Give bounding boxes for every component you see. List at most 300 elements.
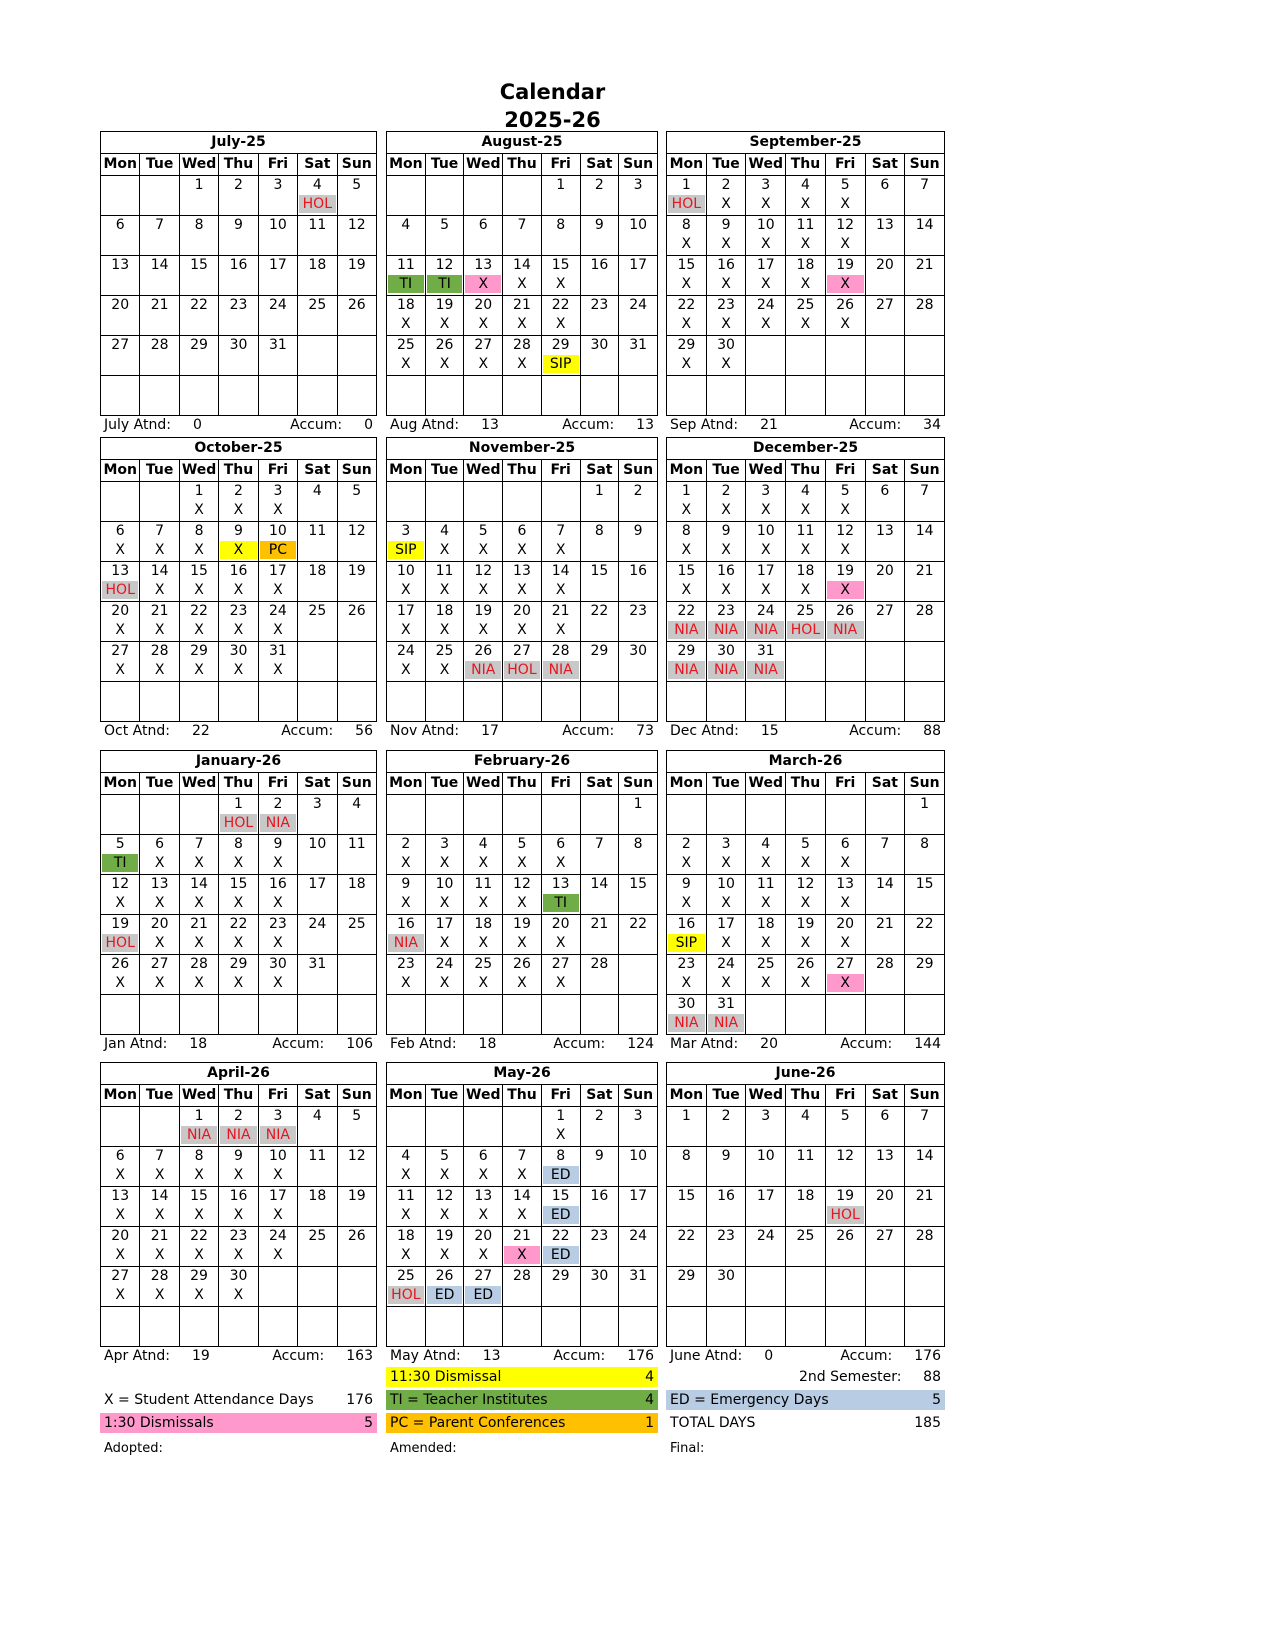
day-header: Wed xyxy=(179,154,218,176)
day-cell xyxy=(706,522,746,562)
empty-cell xyxy=(179,795,218,835)
day-number: 4 xyxy=(312,177,322,193)
day-number: 3 xyxy=(273,177,283,193)
day-number: 15 xyxy=(551,257,570,273)
empty-cell xyxy=(825,1267,865,1307)
day-number: 25 xyxy=(396,1268,415,1284)
month-grid xyxy=(100,1062,377,1347)
accum-label: Accum: xyxy=(553,1036,606,1052)
day-number: 25 xyxy=(796,297,815,313)
day-header: Fri xyxy=(825,1085,865,1107)
day-code: X xyxy=(273,662,283,678)
day-number: 16 xyxy=(229,563,248,579)
day-number: 26 xyxy=(796,956,815,972)
day-number: 12 xyxy=(435,257,454,273)
empty-cell xyxy=(746,682,786,722)
day-cell xyxy=(905,875,945,915)
day-number: 2 xyxy=(234,1108,243,1124)
day-cell xyxy=(746,216,786,256)
day-number: 15 xyxy=(190,1188,208,1204)
day-cell xyxy=(101,296,140,336)
day-code: X xyxy=(840,316,850,332)
day-code: X xyxy=(401,1167,411,1183)
empty-cell xyxy=(337,682,376,722)
day-cell xyxy=(746,955,786,995)
day-code: X xyxy=(555,975,566,991)
day-code: X xyxy=(233,855,244,871)
day-number: 7 xyxy=(517,217,527,233)
legend-student-days-value: 176 xyxy=(346,1392,373,1408)
day-cell xyxy=(101,642,140,682)
day-number: 27 xyxy=(875,603,894,619)
day-cell xyxy=(706,336,746,376)
day-number: 10 xyxy=(268,1148,287,1164)
day-cell xyxy=(337,835,376,875)
day-code: X xyxy=(194,1247,204,1263)
day-number: 25 xyxy=(796,603,815,619)
accum-summary xyxy=(840,1035,941,1053)
day-number: 27 xyxy=(551,956,570,972)
empty-cell xyxy=(337,376,376,416)
empty-cell xyxy=(667,376,707,416)
empty-cell xyxy=(101,1307,140,1347)
day-number: 14 xyxy=(915,217,934,233)
day-code: X xyxy=(194,622,204,638)
day-cell xyxy=(667,562,707,602)
day-number: 6 xyxy=(880,177,890,193)
day-code: HOL xyxy=(388,1286,424,1304)
day-number: 13 xyxy=(875,217,894,233)
day-code: SIP xyxy=(668,934,705,952)
day-number: 10 xyxy=(756,1148,775,1164)
day-code: X xyxy=(115,1247,125,1263)
day-number: 23 xyxy=(717,297,735,313)
empty-cell xyxy=(464,795,503,835)
day-number: 14 xyxy=(150,257,169,273)
day-cell xyxy=(258,176,297,216)
day-cell xyxy=(503,1187,542,1227)
attendance-value: 0 xyxy=(192,417,202,433)
day-code: X xyxy=(233,662,244,678)
day-code: X xyxy=(681,895,692,911)
day-header: Thu xyxy=(786,773,826,795)
day-number: 3 xyxy=(312,796,322,812)
day-cell xyxy=(905,482,945,522)
day-number: 21 xyxy=(915,563,934,579)
day-cell xyxy=(619,875,658,915)
day-cell xyxy=(825,835,865,875)
day-number: 16 xyxy=(229,1188,248,1204)
day-cell xyxy=(746,915,786,955)
day-code: X xyxy=(439,662,450,678)
day-number: 27 xyxy=(875,1228,894,1244)
day-cell xyxy=(337,522,376,562)
day-cell xyxy=(219,835,258,875)
day-cell xyxy=(337,296,376,336)
day-number: 7 xyxy=(594,836,604,852)
day-header: Fri xyxy=(541,1085,580,1107)
empty-cell xyxy=(580,995,619,1035)
empty-cell xyxy=(746,376,786,416)
day-cell xyxy=(580,835,619,875)
day-number: 20 xyxy=(875,257,894,273)
day-code: HOL xyxy=(668,195,705,213)
day-cell xyxy=(425,522,464,562)
day-code: X xyxy=(721,975,731,991)
day-number: 6 xyxy=(478,1148,488,1164)
day-header: Fri xyxy=(258,154,297,176)
day-cell xyxy=(865,522,905,562)
day-number: 25 xyxy=(435,643,454,659)
accum-summary xyxy=(553,1347,654,1365)
month-4 xyxy=(386,437,658,740)
day-cell xyxy=(865,256,905,296)
day-number: 19 xyxy=(435,1228,454,1244)
day-cell xyxy=(179,482,218,522)
day-code: X xyxy=(517,895,527,911)
empty-cell xyxy=(580,682,619,722)
accum-label: Accum: xyxy=(281,723,334,739)
day-code: X xyxy=(233,975,244,991)
day-cell xyxy=(298,1147,337,1187)
day-code: X xyxy=(194,1207,204,1223)
day-number: 24 xyxy=(268,1228,287,1244)
empty-cell xyxy=(101,1107,140,1147)
day-code: NIA xyxy=(388,934,424,952)
day-cell xyxy=(258,522,297,562)
month-footer xyxy=(386,1035,658,1053)
empty-cell xyxy=(503,176,542,216)
day-number: 17 xyxy=(756,1188,775,1204)
day-number: 18 xyxy=(347,876,366,892)
day-cell xyxy=(101,915,140,955)
day-header: Sat xyxy=(298,154,337,176)
day-code: X xyxy=(115,1207,125,1223)
day-number: 19 xyxy=(435,297,454,313)
day-code: X xyxy=(439,1247,450,1263)
day-number: 1 xyxy=(194,483,204,499)
month-name: September-25 xyxy=(667,132,945,154)
empty-cell xyxy=(706,1307,746,1347)
day-cell xyxy=(580,915,619,955)
attendance-summary xyxy=(104,1035,207,1053)
empty-cell xyxy=(905,642,945,682)
month-grid xyxy=(100,750,377,1035)
day-number: 6 xyxy=(155,836,165,852)
day-cell xyxy=(905,1227,945,1267)
day-header: Wed xyxy=(464,460,503,482)
day-number: 30 xyxy=(677,996,696,1012)
day-number: 1 xyxy=(194,177,204,193)
day-code: X xyxy=(478,582,489,598)
day-number: 4 xyxy=(478,836,488,852)
day-number: 31 xyxy=(629,337,648,353)
day-number: 14 xyxy=(875,876,894,892)
day-cell xyxy=(219,296,258,336)
day-number: 11 xyxy=(756,876,775,892)
day-code: X xyxy=(233,1287,244,1303)
day-header: Sat xyxy=(580,1085,619,1107)
day-number: 19 xyxy=(111,916,130,932)
day-code: X xyxy=(154,1287,165,1303)
day-number: 11 xyxy=(796,1148,815,1164)
day-header: Wed xyxy=(746,773,786,795)
month-name: March-26 xyxy=(667,751,945,773)
day-code: NIA xyxy=(260,1126,296,1144)
day-cell xyxy=(667,1187,707,1227)
day-number: 11 xyxy=(796,523,815,539)
legend-ed-value: 5 xyxy=(932,1392,941,1408)
empty-cell xyxy=(706,376,746,416)
day-number: 27 xyxy=(836,956,855,972)
day-number: 23 xyxy=(396,956,415,972)
empty-cell xyxy=(786,336,826,376)
month-name: January-26 xyxy=(101,751,377,773)
empty-cell xyxy=(337,1267,376,1307)
day-code: X xyxy=(154,1247,165,1263)
day-code: X xyxy=(517,276,527,292)
legend-ti-value: 4 xyxy=(645,1392,654,1408)
day-code: X xyxy=(760,276,771,292)
day-cell xyxy=(179,875,218,915)
day-code: ED xyxy=(465,1286,501,1304)
day-cell xyxy=(541,256,580,296)
day-cell xyxy=(464,915,503,955)
day-cell xyxy=(425,1267,464,1307)
day-number: 13 xyxy=(150,876,169,892)
day-cell xyxy=(464,955,503,995)
day-number: 11 xyxy=(396,257,415,273)
day-cell xyxy=(503,602,542,642)
day-code: ED xyxy=(543,1246,579,1264)
day-cell xyxy=(219,482,258,522)
day-cell xyxy=(219,795,258,835)
day-code: X xyxy=(194,502,204,518)
day-cell xyxy=(786,256,826,296)
day-cell xyxy=(580,336,619,376)
day-number: 21 xyxy=(915,257,934,273)
day-cell xyxy=(219,1227,258,1267)
day-number: 15 xyxy=(190,563,208,579)
day-number: 3 xyxy=(761,483,771,499)
day-cell xyxy=(387,522,426,562)
legend-130-dismissals xyxy=(100,1413,377,1433)
month-7 xyxy=(386,750,658,1053)
day-header: Tue xyxy=(425,154,464,176)
day-number: 12 xyxy=(836,217,855,233)
day-code: HOL xyxy=(299,195,335,213)
empty-cell xyxy=(541,795,580,835)
day-cell xyxy=(503,522,542,562)
day-header: Fri xyxy=(825,154,865,176)
day-number: 9 xyxy=(721,217,731,233)
day-cell xyxy=(258,336,297,376)
day-cell xyxy=(298,835,337,875)
day-code: X xyxy=(555,855,566,871)
day-code: X xyxy=(273,622,283,638)
empty-cell xyxy=(298,1267,337,1307)
day-number: 30 xyxy=(229,337,248,353)
day-number: 20 xyxy=(474,1228,493,1244)
day-cell xyxy=(101,1187,140,1227)
month-5 xyxy=(666,437,945,740)
day-number: 1 xyxy=(234,796,243,812)
day-number: 16 xyxy=(717,1188,735,1204)
day-cell xyxy=(258,482,297,522)
empty-cell xyxy=(619,1307,658,1347)
month-grid xyxy=(386,131,658,416)
day-number: 25 xyxy=(308,1228,327,1244)
empty-cell xyxy=(580,1307,619,1347)
day-code: X xyxy=(401,622,411,638)
day-cell xyxy=(746,642,786,682)
day-code: X xyxy=(154,622,165,638)
empty-cell xyxy=(541,682,580,722)
day-number: 1 xyxy=(681,483,691,499)
day-number: 11 xyxy=(308,523,327,539)
day-code: X xyxy=(273,975,283,991)
day-cell xyxy=(179,1107,218,1147)
day-cell xyxy=(258,1107,297,1147)
day-code: X xyxy=(721,236,731,252)
day-cell xyxy=(825,176,865,216)
day-number: 24 xyxy=(435,956,454,972)
day-header: Mon xyxy=(387,1085,426,1107)
day-code: X xyxy=(273,582,283,598)
day-number: 19 xyxy=(474,603,493,619)
day-number: 13 xyxy=(474,257,493,273)
day-cell xyxy=(425,562,464,602)
day-number: 23 xyxy=(717,1228,735,1244)
day-code: X xyxy=(800,582,811,598)
empty-cell xyxy=(387,682,426,722)
day-number: 19 xyxy=(796,916,815,932)
day-cell xyxy=(298,875,337,915)
day-header: Thu xyxy=(503,460,542,482)
day-number: 27 xyxy=(111,337,130,353)
day-cell xyxy=(337,602,376,642)
day-number: 18 xyxy=(308,563,327,579)
day-cell xyxy=(541,602,580,642)
day-number: 27 xyxy=(875,297,894,313)
day-cell xyxy=(387,562,426,602)
day-cell xyxy=(298,176,337,216)
day-code: X xyxy=(760,582,771,598)
day-number: 2 xyxy=(721,1108,731,1124)
empty-cell xyxy=(667,795,707,835)
day-cell xyxy=(387,1267,426,1307)
day-number: 20 xyxy=(111,297,130,313)
day-number: 18 xyxy=(474,916,493,932)
day-cell xyxy=(140,875,179,915)
day-number: 18 xyxy=(796,1188,815,1204)
day-header: Thu xyxy=(786,1085,826,1107)
day-code: X xyxy=(194,975,204,991)
day-cell xyxy=(140,336,179,376)
day-cell xyxy=(140,642,179,682)
accum-summary xyxy=(840,1347,941,1365)
day-code: X xyxy=(478,542,489,558)
day-header: Fri xyxy=(825,773,865,795)
day-cell xyxy=(298,216,337,256)
empty-cell xyxy=(140,995,179,1035)
day-number: 1 xyxy=(556,177,566,193)
day-number: 25 xyxy=(308,603,327,619)
day-code: X xyxy=(555,582,566,598)
day-cell xyxy=(865,216,905,256)
day-cell xyxy=(905,915,945,955)
empty-cell xyxy=(905,336,945,376)
month-footer xyxy=(100,1035,377,1053)
day-number: 16 xyxy=(268,876,287,892)
day-number: 10 xyxy=(756,217,775,233)
day-number: 14 xyxy=(190,876,208,892)
day-number: 27 xyxy=(474,337,493,353)
day-cell xyxy=(667,1227,707,1267)
empty-cell xyxy=(258,995,297,1035)
day-number: 18 xyxy=(756,916,775,932)
day-cell xyxy=(219,642,258,682)
day-header: Sat xyxy=(580,460,619,482)
day-code: NIA xyxy=(465,661,501,679)
day-number: 18 xyxy=(796,257,815,273)
day-number: 5 xyxy=(801,836,810,852)
day-cell xyxy=(258,1227,297,1267)
day-number: 1 xyxy=(681,1108,691,1124)
day-number: 14 xyxy=(150,563,169,579)
day-cell xyxy=(179,1187,218,1227)
accum-label: Accum: xyxy=(290,417,343,433)
month-1 xyxy=(386,131,658,434)
attendance-summary xyxy=(670,416,778,434)
day-number: 29 xyxy=(190,337,208,353)
day-code: TI xyxy=(427,275,463,293)
attendance-label: Sep Atnd: xyxy=(670,417,739,433)
day-header: Tue xyxy=(706,154,746,176)
day-cell xyxy=(179,216,218,256)
day-cell xyxy=(219,562,258,602)
day-number: 27 xyxy=(111,643,130,659)
day-code: X xyxy=(721,935,731,951)
day-cell xyxy=(219,176,258,216)
day-number: 11 xyxy=(796,217,815,233)
day-cell xyxy=(101,835,140,875)
day-code: X xyxy=(555,316,566,332)
day-number: 21 xyxy=(150,603,169,619)
month-footer xyxy=(386,1347,658,1365)
empty-cell xyxy=(786,1307,826,1347)
day-number: 11 xyxy=(308,217,327,233)
day-cell xyxy=(298,1227,337,1267)
day-cell xyxy=(619,1227,658,1267)
day-number: 2 xyxy=(273,796,283,812)
day-code: X xyxy=(154,542,165,558)
day-number: 3 xyxy=(761,1108,771,1124)
day-number: 23 xyxy=(590,297,609,313)
day-header: Tue xyxy=(706,460,746,482)
day-header: Mon xyxy=(387,773,426,795)
day-number: 12 xyxy=(836,1148,855,1164)
calendar-title-line2: 2025-26 xyxy=(504,108,601,132)
day-code: X xyxy=(439,895,450,911)
day-number: 16 xyxy=(229,257,248,273)
day-cell xyxy=(541,562,580,602)
day-cell xyxy=(298,256,337,296)
day-number: 17 xyxy=(396,603,415,619)
day-header: Mon xyxy=(667,460,707,482)
empty-cell xyxy=(619,376,658,416)
day-cell xyxy=(786,1107,826,1147)
